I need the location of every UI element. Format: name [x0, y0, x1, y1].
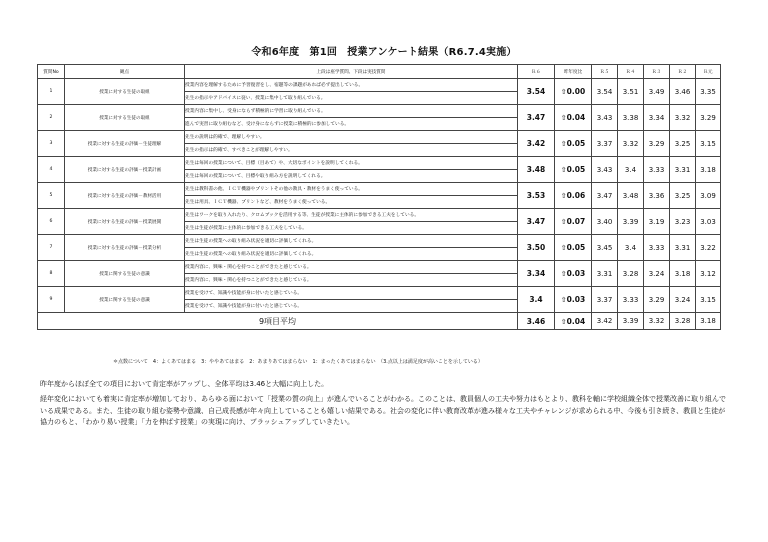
- change-value: 0.03: [566, 295, 586, 304]
- year-over-year-change: [555, 287, 592, 313]
- table-row: [38, 131, 721, 144]
- question-number: 8: [38, 261, 65, 287]
- up-arrow-icon: ⇧: [560, 166, 567, 174]
- up-arrow-icon: ⇧: [560, 244, 567, 252]
- score-r2: 3.32: [670, 105, 696, 131]
- table-header-row: [38, 65, 721, 79]
- score-rg: 3.03: [696, 209, 721, 235]
- average-r5: 3.42: [592, 313, 618, 330]
- score-rg: 3.29: [696, 105, 721, 131]
- score-r4: 3.39: [618, 209, 644, 235]
- question-number: 4: [38, 157, 65, 183]
- header-r3: Ｒ３: [644, 65, 670, 79]
- score-rg: 3.22: [696, 235, 721, 261]
- change-value: 0.03: [566, 269, 586, 278]
- score-r6: 3.42: [518, 131, 555, 157]
- comment-text: 経年変化においても着実に肯定率が増加しており、あらゆる面において「授業の質の向上」が進んでいることがわかる。このことは、教員個人の工夫や努力はもとより、教科を軸に学校組織全体で授業改善に取り組んでいる成果である。また、生徒の取り組む姿勢や意識、自己成長感が年々向上していることも嬉しい結果である。社会の変化に伴い教育改革が進み様々な工夫やチャレンジが求められる中、今後も引き続き、教員と生徒が協力のもと、「わかり易い授業」「力を伸ばす授業」の実現に向け、ブラッシュアップしていきたい。: [40, 395, 726, 427]
- question-lecture: 授業を受けて、知識や技能が身に付いたと感じている。: [185, 287, 518, 300]
- summary-text: 昨年度からほぼ全ての項目において肯定率がアップし、全体平均は3.46と大幅に向上した。: [40, 380, 329, 388]
- year-over-year-change: [555, 105, 592, 131]
- question-practical: 先生の指示やアドバイスに従い、授業に集中して取り組んでいる。: [185, 92, 518, 105]
- score-r2: 3.18: [670, 261, 696, 287]
- score-r3: 3.36: [644, 183, 670, 209]
- score-r3: 3.29: [644, 131, 670, 157]
- question-number: 9: [38, 287, 65, 313]
- up-arrow-icon: ⇧: [560, 218, 567, 226]
- table-row: [38, 183, 721, 196]
- score-r6: 3.50: [518, 235, 555, 261]
- year-over-year-change: [555, 131, 592, 157]
- table-row: [38, 235, 721, 248]
- score-r5: 3.54: [592, 79, 618, 105]
- viewpoint: 授業に対する生徒の評価－生徒理解: [65, 131, 185, 157]
- up-arrow-icon: ⇧: [560, 296, 567, 304]
- score-r6: 3.47: [518, 105, 555, 131]
- question-practical: 先生は生徒が授業に主体的に参加できる工夫をしている。: [185, 222, 518, 235]
- score-r4: 3.33: [618, 287, 644, 313]
- question-number: 7: [38, 235, 65, 261]
- question-practical: 先生の指示は的確で、すべきことが理解しやすい。: [185, 144, 518, 157]
- score-r3: 3.33: [644, 157, 670, 183]
- header-r2: Ｒ２: [670, 65, 696, 79]
- up-arrow-icon: ⇧: [560, 270, 567, 278]
- average-r3: 3.32: [644, 313, 670, 330]
- header-view: 観点: [65, 65, 185, 79]
- question-practical: 進んで実習に取り組むなど、受け身にならずに授業に積極的に参加している。: [185, 118, 518, 131]
- score-r6: 3.47: [518, 209, 555, 235]
- score-r5: 3.40: [592, 209, 618, 235]
- viewpoint: 授業に対する生徒の評価－授業計画: [65, 157, 185, 183]
- score-rg: 3.09: [696, 183, 721, 209]
- score-rg: 3.18: [696, 157, 721, 183]
- question-number: 1: [38, 79, 65, 105]
- score-rg: 3.35: [696, 79, 721, 105]
- score-r4: 3.4: [618, 235, 644, 261]
- score-r3: 3.29: [644, 287, 670, 313]
- table-row: [38, 287, 721, 300]
- year-over-year-change: [555, 157, 592, 183]
- header-r6: Ｒ６: [518, 65, 555, 79]
- score-r3: 3.49: [644, 79, 670, 105]
- score-r4: 3.51: [618, 79, 644, 105]
- change-value: 0.05: [566, 165, 586, 174]
- table-row: [38, 261, 721, 274]
- question-lecture: 先生は毎回の授業について、目標（目あて）や、大切なポイントを説明してくれる。: [185, 157, 518, 170]
- average-r6: 3.46: [518, 313, 555, 330]
- up-arrow-icon: ⇧: [560, 114, 567, 122]
- survey-results-table: [37, 64, 721, 330]
- question-lecture: 先生はワークを取り入れたり、クロムブックを活用する等、生徒が授業に主体的に参加できる工夫をしている。: [185, 209, 518, 222]
- score-r5: 3.45: [592, 235, 618, 261]
- change-value: 0.05: [566, 139, 586, 148]
- score-r3: 3.34: [644, 105, 670, 131]
- change-value: 0.06: [566, 191, 586, 200]
- score-r3: 3.24: [644, 261, 670, 287]
- score-r5: 3.31: [592, 261, 618, 287]
- year-over-year-change: [555, 209, 592, 235]
- change-value: 0.05: [566, 243, 586, 252]
- header-prev: 昨年度比: [555, 65, 592, 79]
- score-r5: 3.47: [592, 183, 618, 209]
- score-r4: 3.48: [618, 183, 644, 209]
- up-arrow-icon: ⇧: [560, 192, 567, 200]
- change-value: 0.07: [566, 217, 586, 226]
- viewpoint: 授業に対する生徒の評価－授業展開: [65, 209, 185, 235]
- viewpoint: 授業に対する生徒の評価－授業分析: [65, 235, 185, 261]
- score-rg: 3.15: [696, 287, 721, 313]
- question-number: 5: [38, 183, 65, 209]
- up-arrow-icon: ⇧: [560, 317, 567, 326]
- average-r2: 3.28: [670, 313, 696, 330]
- score-legend: ＊点数について 4：よくあてはまる 3：ややあてはまる 2：あまりあてはまらない 1：まったくあてはまらない （3.点以上は満足度が高いことを示している）: [113, 359, 483, 365]
- viewpoint: 授業に関する生徒の意識: [65, 261, 185, 287]
- average-label: 9項目平均: [38, 313, 518, 330]
- score-r6: 3.4: [518, 287, 555, 313]
- score-r2: 3.31: [670, 157, 696, 183]
- score-r3: 3.19: [644, 209, 670, 235]
- header-num: 質問No: [38, 65, 65, 79]
- year-over-year-change: [555, 183, 592, 209]
- score-r2: 3.46: [670, 79, 696, 105]
- score-r5: 3.37: [592, 287, 618, 313]
- change-value: 0.04: [566, 316, 586, 326]
- question-lecture: 先生は生徒の授業への取り組み状況を適切に評価してくれる。: [185, 235, 518, 248]
- header-rg: Ｒ元: [696, 65, 721, 79]
- question-number: 2: [38, 105, 65, 131]
- table-row: [38, 157, 721, 170]
- score-r6: 3.48: [518, 157, 555, 183]
- viewpoint: 授業に関する生徒の意識: [65, 287, 185, 313]
- viewpoint: 授業に対する生徒の取組: [65, 105, 185, 131]
- score-r6: 3.53: [518, 183, 555, 209]
- average-r4: 3.39: [618, 313, 644, 330]
- table-row: [38, 209, 721, 222]
- header-r4: Ｒ４: [618, 65, 644, 79]
- score-r5: 3.37: [592, 131, 618, 157]
- table-row: [38, 105, 721, 118]
- viewpoint: 授業に対する生徒の取組: [65, 79, 185, 105]
- header-r5: Ｒ５: [592, 65, 618, 79]
- question-lecture: 授業内容を理解するために予習復習をし、宿題等の課題があれば必ず提出している。: [185, 79, 518, 92]
- year-over-year-change: [555, 79, 592, 105]
- score-r4: 3.32: [618, 131, 644, 157]
- table-row: [38, 79, 721, 92]
- viewpoint: 授業に対する生徒の評価－教材活用: [65, 183, 185, 209]
- question-lecture: 先生の説明は的確で、理解しやすい。: [185, 131, 518, 144]
- year-over-year-change: [555, 261, 592, 287]
- score-r2: 3.23: [670, 209, 696, 235]
- average-rg: 3.18: [696, 313, 721, 330]
- question-lecture: 先生は教科書の他、ＩＣＴ機器やプリントその他の教具・教材をうまく使っている。: [185, 183, 518, 196]
- score-r4: 3.38: [618, 105, 644, 131]
- score-r2: 3.25: [670, 183, 696, 209]
- score-r5: 3.43: [592, 105, 618, 131]
- question-practical: 先生は生徒の授業への取り組み状況を適切に評価してくれる。: [185, 248, 518, 261]
- question-practical: 授業内容に、興味・関心を持つことができたと感じている。: [185, 274, 518, 287]
- score-r4: 3.4: [618, 157, 644, 183]
- question-practical: 先生は用具、ＩＣＴ機器、プリントなど、教材をうまく使っている。: [185, 196, 518, 209]
- score-r6: 3.54: [518, 79, 555, 105]
- year-over-year-change: [555, 313, 592, 330]
- score-rg: 3.15: [696, 131, 721, 157]
- change-value: 0.04: [566, 113, 586, 122]
- score-r5: 3.43: [592, 157, 618, 183]
- question-lecture: 授業内容に集中し、受身にならず積極的に学習に取り組んでいる。: [185, 105, 518, 118]
- score-r3: 3.33: [644, 235, 670, 261]
- question-number: 6: [38, 209, 65, 235]
- score-r6: 3.34: [518, 261, 555, 287]
- score-r2: 3.31: [670, 235, 696, 261]
- question-lecture: 授業内容に、興味・関心を持つことができたと感じている。: [185, 261, 518, 274]
- average-row: [38, 313, 721, 330]
- header-question: 上段は座学質問、下段は実技質問: [185, 65, 518, 79]
- score-r2: 3.24: [670, 287, 696, 313]
- year-over-year-change: [555, 235, 592, 261]
- change-value: 0.00: [566, 87, 586, 96]
- question-number: 3: [38, 131, 65, 157]
- up-arrow-icon: ⇧: [560, 88, 567, 96]
- page-title: 令和6年度 第1回 授業アンケート結果（R6.7.4実施）: [251, 47, 517, 58]
- score-r4: 3.28: [618, 261, 644, 287]
- question-practical: 授業を受けて、知識や技能が身に付いたと感じている。: [185, 300, 518, 313]
- question-practical: 先生は毎回の授業について、目標や取り組み方を説明してくれる。: [185, 170, 518, 183]
- up-arrow-icon: ⇧: [560, 140, 567, 148]
- score-rg: 3.12: [696, 261, 721, 287]
- score-r2: 3.25: [670, 131, 696, 157]
